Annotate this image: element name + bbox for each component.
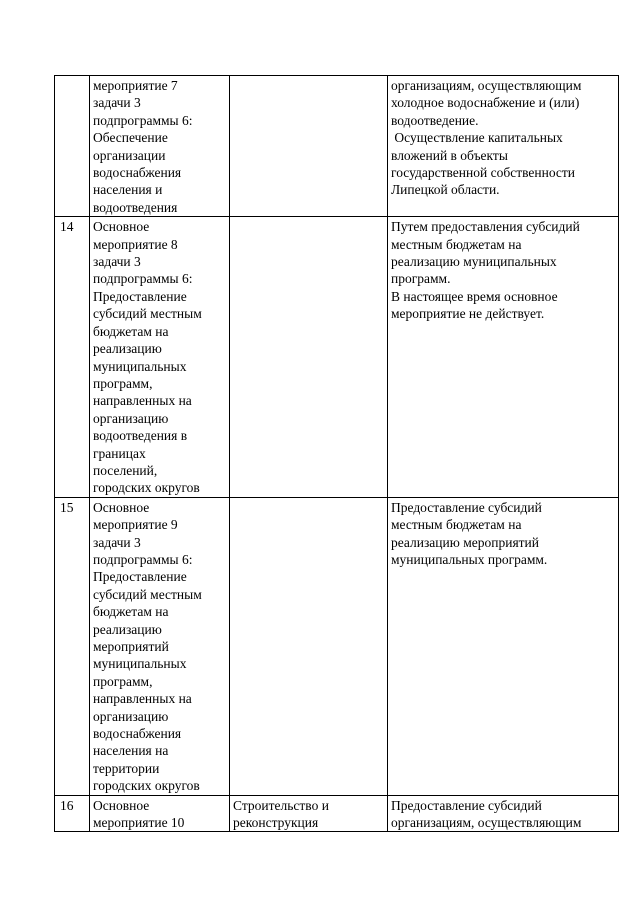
- measure-detail-cell-line: Строительство и: [233, 797, 329, 813]
- measure-name-cell-line: подпрограммы 6:: [93, 551, 193, 567]
- measure-name-cell-line: программ,: [93, 673, 153, 689]
- measure-name-cell: [90, 217, 230, 498]
- measure-name-cell-line: муниципальных: [93, 358, 187, 374]
- measure-detail-cell: [230, 497, 388, 795]
- table-row: [55, 795, 619, 832]
- measure-name-cell-line: подпрограммы 6:: [93, 271, 193, 287]
- row-number: 15: [55, 497, 90, 795]
- measure-name-cell-line: направленных на: [93, 691, 192, 707]
- measures-table-body: [55, 76, 619, 832]
- measure-name-cell-line: Основное: [93, 219, 150, 235]
- measure-name-cell-line: водоснабжения: [93, 726, 182, 742]
- measure-name-cell-line: городских округов: [93, 480, 200, 496]
- measure-description-cell-line: реализацию муниципальных: [391, 254, 557, 270]
- measure-description-cell-line: Предоставление субсидий: [391, 797, 542, 813]
- measure-name-cell-line: Основное: [93, 499, 150, 515]
- measure-name-cell-line: мероприятие 9: [93, 517, 178, 533]
- measure-name-cell-line: мероприятие 10: [93, 815, 185, 831]
- measure-detail-cell: [230, 795, 388, 832]
- measure-name-cell-line: мероприятие 7: [93, 78, 178, 93]
- measure-name-cell-line: направленных на: [93, 393, 192, 409]
- measure-description-cell-line: местным бюджетам на: [391, 236, 522, 252]
- measure-name-cell-line: задачи 3: [93, 534, 141, 550]
- measure-name-cell-line: поселений,: [93, 462, 158, 478]
- measure-name-cell-line: мероприятие 8: [93, 236, 178, 252]
- measure-description-cell-line: мероприятие не действует.: [391, 306, 545, 322]
- row-number: 16: [55, 795, 90, 832]
- measure-description-cell-line: местным бюджетам на: [391, 517, 522, 533]
- measure-description-cell-line: Путем предоставления субсидий: [391, 219, 580, 235]
- measure-name-cell-line: бюджетам на: [93, 323, 169, 339]
- measure-description-cell: [388, 497, 619, 795]
- measure-name-cell-line: реализацию: [93, 341, 162, 357]
- table-row: [55, 76, 619, 217]
- measure-name-cell-line: водоотведения: [93, 199, 178, 215]
- measure-name-cell-line: организацию: [93, 410, 169, 426]
- measure-name-cell-line: субсидий местным: [93, 586, 202, 602]
- measure-name-cell-line: Основное: [93, 797, 150, 813]
- measure-detail-cell: [230, 76, 388, 217]
- measure-name-cell-line: населения на: [93, 743, 169, 759]
- measure-description-cell: [388, 795, 619, 832]
- measure-name-cell-line: Предоставление: [93, 569, 187, 585]
- measure-detail-cell-line: реконструкция: [233, 815, 319, 831]
- measure-description-cell-line: организациям, осуществляющим: [391, 815, 582, 831]
- measure-name-cell-line: организацию: [93, 708, 169, 724]
- measure-name-cell-line: городских округов: [93, 778, 200, 794]
- measure-name-cell-line: реализацию: [93, 621, 162, 637]
- measure-description-cell-line: муниципальных программ.: [391, 551, 548, 567]
- measure-name-cell-line: муниципальных: [93, 656, 187, 672]
- measure-description-cell-line: холодное водоснабжение и (или): [391, 95, 580, 111]
- measure-name-cell-line: водоотведения в: [93, 428, 188, 444]
- measure-name-cell-line: субсидий местным: [93, 306, 202, 322]
- measure-description-cell-line: Осуществление капитальных: [391, 130, 563, 146]
- measure-name-cell-line: мероприятий: [93, 639, 169, 654]
- measure-name-cell-line: водоснабжения: [93, 165, 182, 181]
- measure-description-cell-line: водоотведение.: [391, 112, 479, 128]
- measure-name-cell-line: Предоставление: [93, 288, 187, 304]
- row-number: 14: [55, 217, 90, 498]
- measure-description-cell-line: Предоставление субсидий: [391, 499, 542, 515]
- measure-name-cell-line: территории: [93, 760, 160, 776]
- measure-description-cell-line: Липецкой области.: [391, 182, 500, 198]
- measure-name-cell-line: Обеспечение: [93, 130, 168, 146]
- measure-description-cell: [388, 76, 619, 217]
- measure-name-cell: [90, 76, 230, 217]
- measure-name-cell-line: организации: [93, 147, 166, 163]
- measure-name-cell-line: границах: [93, 445, 146, 461]
- table-row: [55, 217, 619, 498]
- table-row: [55, 497, 619, 795]
- measure-name-cell: [90, 497, 230, 795]
- measure-description-cell-line: реализацию мероприятий: [391, 534, 540, 550]
- measure-detail-cell: [230, 217, 388, 498]
- measure-description-cell-line: государственной собственности: [391, 165, 576, 181]
- measure-description-cell-line: организациям, осуществляющим: [391, 78, 582, 93]
- measure-name-cell-line: задачи 3: [93, 254, 141, 270]
- measure-name-cell-line: программ,: [93, 375, 153, 391]
- measure-description-cell-line: программ.: [391, 271, 451, 287]
- measures-table: [54, 75, 619, 832]
- measure-name-cell-line: подпрограммы 6:: [93, 112, 193, 128]
- measure-description-cell-line: вложений в объекты: [391, 147, 508, 163]
- measure-name-cell-line: населения и: [93, 182, 163, 198]
- measure-name-cell: [90, 795, 230, 832]
- row-number: [55, 76, 90, 217]
- measure-name-cell-line: задачи 3: [93, 95, 141, 111]
- measure-description-cell-line: В настоящее время основное: [391, 288, 558, 304]
- measure-name-cell-line: бюджетам на: [93, 604, 169, 620]
- measure-description-cell: [388, 217, 619, 498]
